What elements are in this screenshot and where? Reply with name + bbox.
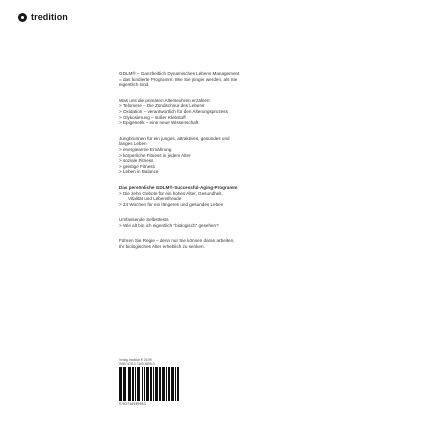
barcode-number: 9783746985953 (119, 402, 146, 406)
closing-block (119, 238, 334, 249)
list-item: > energiearme Ernährung (119, 146, 172, 152)
barcode-bar (151, 367, 152, 401)
section-program (119, 185, 334, 207)
barcode-bar (173, 367, 174, 401)
section-aging-clocks (119, 98, 334, 126)
closing-line: Führen Sie Regie – denn nur Sie können daran arbeiten, (119, 238, 235, 244)
section-heading: Umfassende Selbsttests (119, 217, 169, 223)
list-item: > Wie alt bin ich eigentlich "biologisch" gesehen? (119, 222, 219, 228)
isbn-barcode (119, 358, 179, 406)
barcode-bar (121, 367, 122, 401)
list-item: > soziale Fitness (119, 158, 154, 164)
back-cover-text (119, 71, 334, 250)
closing-line: Ihr biologisches Alter erheblich zu senken. (119, 244, 205, 250)
aging-clocks-list (119, 103, 334, 125)
barcode-bar (129, 367, 130, 401)
barcode-bar (160, 367, 161, 401)
barcode-isbn-text: ISBN 978-3-7469-8595-3 (119, 362, 155, 366)
fountain-list (119, 147, 334, 175)
barcode-bar (169, 367, 170, 401)
barcode-bar (157, 367, 158, 401)
list-item: > Oxidation – verantwortlich für den Alterungsprozess (119, 108, 228, 114)
section-heading: langes Leben (119, 141, 147, 147)
section-heading: Was uns die primären Alterseuhren erzählen: (119, 97, 211, 103)
intro-line: eigentlich sind. (119, 82, 150, 88)
section-heading: Das persönliche GDLM®-Successful-Aging-Programm (119, 184, 238, 190)
barcode-price-text: Verlag tredition € 26,99 (119, 358, 152, 362)
list-item: > Die zehn Gebote für ein hohes Alter, Gesundheit, (119, 190, 223, 196)
publisher-name: tredition (31, 12, 68, 22)
intro-block (119, 71, 334, 88)
section-self-tests (119, 217, 334, 228)
barcode-bar (125, 367, 126, 401)
list-item: > Glykosierung – süßer Klebstoff (119, 114, 186, 120)
intro-line: GDLM® – Ganzheitlich Dynamisches Lebens Management (119, 71, 240, 76)
publisher-logo (18, 12, 68, 22)
intro-line: = das fundierte Programm: Wie Sie jünger werden, als Sie (119, 76, 238, 82)
list-item: > Epigenetik – eine neue Wissenschaft (119, 120, 199, 126)
list-item: > körperliche Fitness in jedem Alter (119, 152, 191, 158)
barcode-bar (164, 367, 165, 401)
barcode-bar (133, 367, 134, 401)
list-item: > 24 Wochen für ein längeres und gesundes Leben (119, 201, 224, 207)
section-fountain-of-youth (119, 136, 334, 175)
list-item: > Telomere – Die Zündschnur des Lebens (119, 103, 205, 109)
section-heading: Jungbrunnen für ein junges, attraktives, gesundes und (119, 135, 230, 141)
barcode-bars (119, 367, 179, 401)
list-item: > Leben in Balance (119, 169, 159, 175)
barcode-bar (139, 367, 140, 401)
list-item: > geistige Fitness (119, 163, 155, 169)
barcode-bar (144, 367, 145, 401)
tredition-logo-icon (18, 13, 27, 22)
list-item-continued: Vitalität und Lebensfreude (128, 196, 182, 202)
barcode-bar (135, 367, 136, 401)
